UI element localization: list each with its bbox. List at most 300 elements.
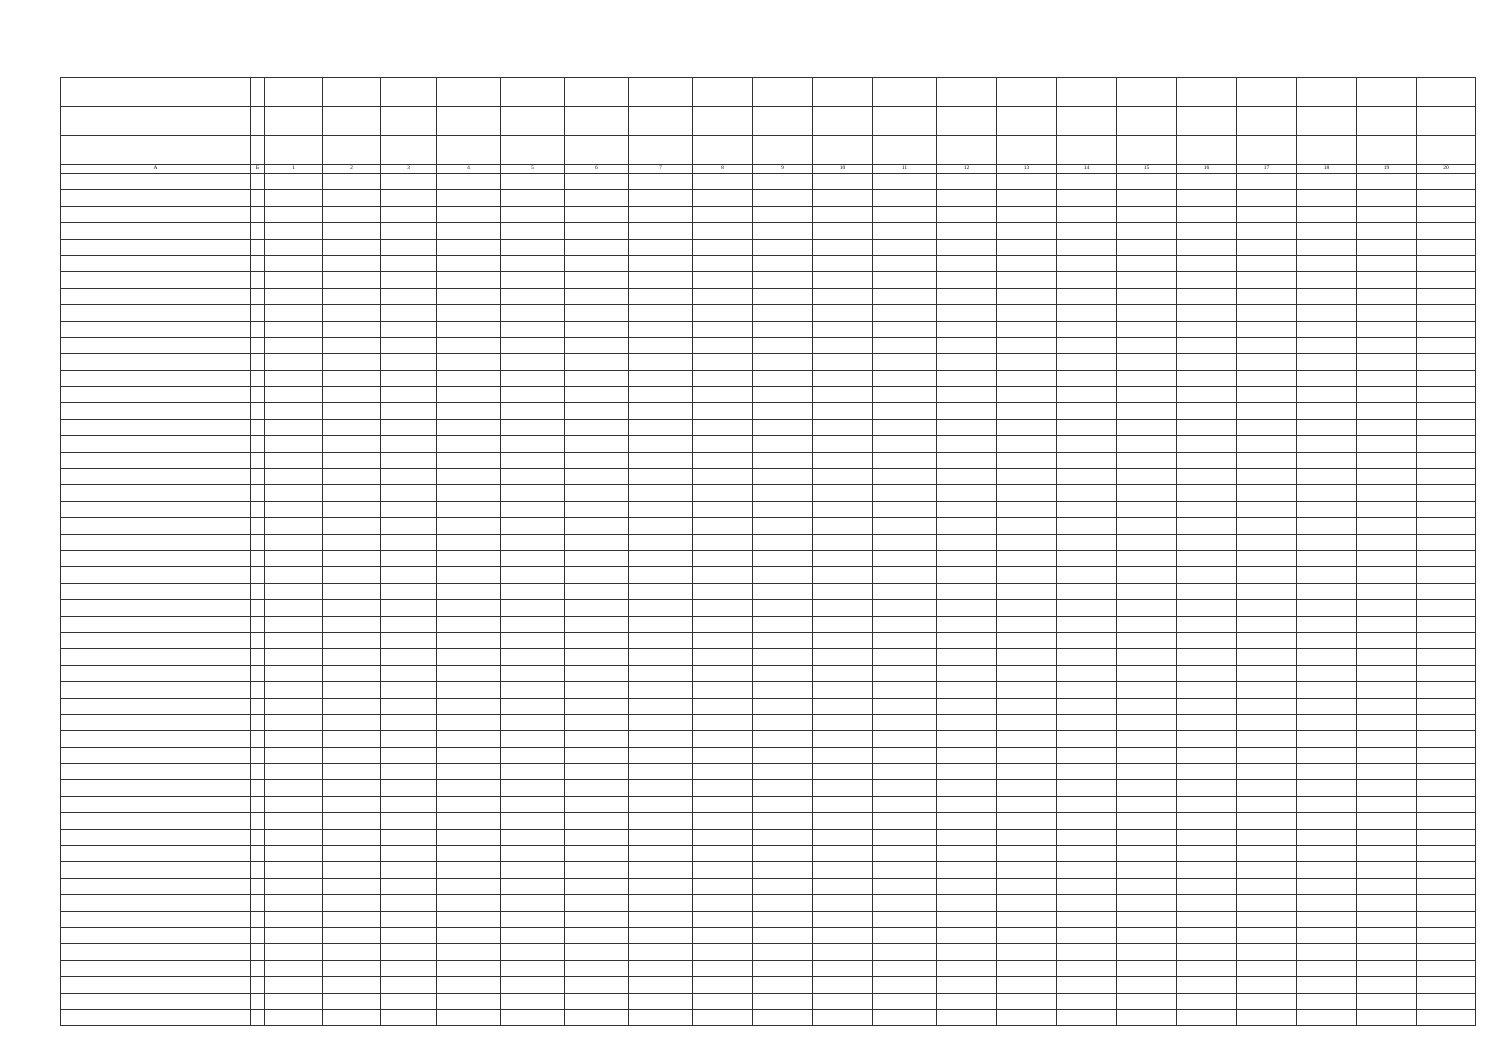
value-cell [693,321,753,337]
value-cell [565,911,629,927]
value-cell [873,829,937,845]
value-cell [323,862,381,878]
value-cell [1417,747,1476,763]
header-cell [251,78,265,107]
value-cell [813,321,873,337]
value-cell [1177,960,1237,976]
value-cell [1237,829,1297,845]
value-cell [753,993,813,1009]
value-cell [1237,600,1297,616]
value-cell [937,862,997,878]
value-cell [753,354,813,370]
value-cell [1297,239,1357,255]
value-cell [323,501,381,517]
row-label [61,206,251,222]
value-cell [323,469,381,485]
value-cell [1117,436,1177,452]
header-cell [753,107,813,136]
value-cell [501,1009,565,1025]
value-cell [997,960,1057,976]
value-cell [1297,960,1357,976]
value-cell [1177,288,1237,304]
row-label [61,255,251,271]
value-cell [381,632,437,648]
value-cell [1117,993,1177,1009]
value-cell [693,682,753,698]
value-cell [381,288,437,304]
table-row [61,1009,1476,1025]
value-cell [501,813,565,829]
header-cell [997,136,1057,165]
value-cell [937,813,997,829]
value-cell [565,1009,629,1025]
value-cell [753,223,813,239]
value-cell [381,780,437,796]
value-cell [1297,600,1357,616]
value-cell [997,698,1057,714]
value-cell [937,469,997,485]
value-cell [753,600,813,616]
value-cell [753,846,813,862]
value-cell [1297,272,1357,288]
value-cell [1117,714,1177,730]
value-cell [1057,534,1117,550]
value-cell [753,878,813,894]
value-cell [813,305,873,321]
value-cell [937,387,997,403]
value-cell [1297,829,1357,845]
value-cell [1057,370,1117,386]
value-cell [1417,567,1476,583]
value-cell [937,223,997,239]
value-cell [873,665,937,681]
value-cell [565,682,629,698]
row-label [61,829,251,845]
value-cell [381,583,437,599]
value-cell [1357,174,1417,190]
value-cell [1177,993,1237,1009]
value-cell [1357,829,1417,845]
value-cell [381,960,437,976]
row-code [251,829,265,845]
value-cell [565,436,629,452]
value-cell [1057,600,1117,616]
value-cell [753,616,813,632]
value-cell [1117,501,1177,517]
column-number: 6 [565,165,629,174]
value-cell [1357,550,1417,566]
value-cell [501,583,565,599]
value-cell [1177,255,1237,271]
value-cell [323,698,381,714]
value-cell [437,255,501,271]
value-cell [1297,714,1357,730]
row-code [251,534,265,550]
value-cell [693,305,753,321]
value-cell [1297,305,1357,321]
value-cell [437,419,501,435]
value-cell [1297,944,1357,960]
value-cell [1297,764,1357,780]
value-cell [1057,550,1117,566]
header-cell [61,136,251,165]
value-cell [693,567,753,583]
value-cell [873,813,937,829]
value-cell [1057,895,1117,911]
value-cell [997,403,1057,419]
row-code [251,977,265,993]
table-row [61,305,1476,321]
row-code [251,616,265,632]
value-cell [1237,223,1297,239]
value-cell [1057,321,1117,337]
value-cell [997,682,1057,698]
value-cell [1357,796,1417,812]
value-cell [265,796,323,812]
value-cell [1417,452,1476,468]
value-cell [381,370,437,386]
value-cell [629,583,693,599]
value-cell [1297,846,1357,862]
table-row [61,764,1476,780]
value-cell [501,731,565,747]
value-cell [1177,403,1237,419]
value-cell [265,272,323,288]
value-cell [1357,469,1417,485]
value-cell [501,829,565,845]
value-cell [1297,993,1357,1009]
value-cell [565,600,629,616]
value-cell [1057,501,1117,517]
value-cell [565,993,629,1009]
value-cell [693,895,753,911]
value-cell [265,255,323,271]
value-cell [937,206,997,222]
value-cell [937,485,997,501]
value-cell [501,977,565,993]
row-code [251,796,265,812]
value-cell [1057,878,1117,894]
value-cell [937,780,997,796]
header-row [61,107,1476,136]
value-cell [1177,846,1237,862]
value-cell [265,714,323,730]
row-code [251,698,265,714]
column-number: 8 [693,165,753,174]
header-cell [1117,107,1177,136]
row-label [61,403,251,419]
value-cell [1357,632,1417,648]
header-cell [629,78,693,107]
value-cell [1297,174,1357,190]
value-cell [1117,469,1177,485]
value-cell [997,747,1057,763]
value-cell [873,977,937,993]
row-label [61,649,251,665]
value-cell [693,813,753,829]
row-label [61,714,251,730]
value-cell [501,206,565,222]
table-row [61,600,1476,616]
row-label [61,305,251,321]
value-cell [1297,698,1357,714]
value-cell [565,698,629,714]
row-label [61,846,251,862]
value-cell [437,272,501,288]
row-label [61,485,251,501]
value-cell [1417,288,1476,304]
value-cell [265,288,323,304]
value-cell [1417,649,1476,665]
value-cell [565,501,629,517]
value-cell [1297,485,1357,501]
value-cell [1417,895,1476,911]
value-cell [1357,485,1417,501]
value-cell [1237,993,1297,1009]
header-cell [437,107,501,136]
value-cell [753,206,813,222]
header-cell [1057,78,1117,107]
table-row [61,911,1476,927]
value-cell [437,714,501,730]
value-cell [813,829,873,845]
value-cell [693,255,753,271]
value-cell [693,993,753,1009]
value-cell [693,665,753,681]
value-cell [1297,255,1357,271]
row-code [251,567,265,583]
row-code [251,370,265,386]
value-cell [565,780,629,796]
value-cell [813,747,873,763]
table-row [61,780,1476,796]
value-cell [1177,501,1237,517]
value-cell [873,698,937,714]
value-cell [1237,665,1297,681]
value-cell [381,616,437,632]
value-cell [501,878,565,894]
value-cell [813,534,873,550]
value-cell [937,501,997,517]
header-cell [1297,78,1357,107]
value-cell [937,616,997,632]
value-cell [753,895,813,911]
value-cell [997,469,1057,485]
value-cell [873,649,937,665]
value-cell [1057,911,1117,927]
value-cell [1357,255,1417,271]
column-number: 5 [501,165,565,174]
value-cell [1117,419,1177,435]
value-cell [1357,665,1417,681]
value-cell [629,796,693,812]
row-label [61,682,251,698]
value-cell [753,583,813,599]
value-cell [813,419,873,435]
value-cell [501,288,565,304]
value-cell [629,337,693,353]
value-cell [437,239,501,255]
value-cell [501,747,565,763]
value-cell [873,764,937,780]
value-cell [565,354,629,370]
table-row [61,206,1476,222]
value-cell [437,174,501,190]
value-cell [1357,321,1417,337]
value-cell [629,944,693,960]
row-code [251,731,265,747]
row-label [61,731,251,747]
row-code [251,255,265,271]
value-cell [813,878,873,894]
value-cell [1177,354,1237,370]
value-cell [997,796,1057,812]
value-cell [753,550,813,566]
value-cell [1057,665,1117,681]
value-cell [1357,190,1417,206]
value-cell [1057,354,1117,370]
header-cell [873,107,937,136]
value-cell [1357,600,1417,616]
value-cell [1177,911,1237,927]
value-cell [813,944,873,960]
value-cell [1297,518,1357,534]
value-cell [265,977,323,993]
value-cell [629,600,693,616]
table-row [61,862,1476,878]
row-label [61,977,251,993]
value-cell [501,403,565,419]
value-cell [693,600,753,616]
value-cell [629,321,693,337]
value-cell [501,518,565,534]
value-cell [1417,370,1476,386]
value-cell [997,1009,1057,1025]
value-cell [813,436,873,452]
value-cell [873,878,937,894]
value-cell [629,682,693,698]
value-cell [1117,337,1177,353]
value-cell [629,469,693,485]
value-cell [1297,550,1357,566]
value-cell [1417,239,1476,255]
value-cell [997,632,1057,648]
value-cell [1297,190,1357,206]
value-cell [873,567,937,583]
row-code [251,632,265,648]
value-cell [1357,518,1417,534]
value-cell [381,878,437,894]
value-cell [565,944,629,960]
value-cell [937,878,997,894]
value-cell [437,452,501,468]
table-row [61,485,1476,501]
value-cell [1177,747,1237,763]
value-cell [813,993,873,1009]
header-cell [501,136,565,165]
value-cell [501,698,565,714]
value-cell [873,780,937,796]
value-cell [501,550,565,566]
value-cell [381,846,437,862]
value-cell [997,436,1057,452]
value-cell [873,534,937,550]
column-number: А [61,165,251,174]
value-cell [1417,485,1476,501]
value-cell [565,895,629,911]
value-cell [1177,698,1237,714]
value-cell [265,649,323,665]
value-cell [265,1009,323,1025]
value-cell [997,354,1057,370]
row-label [61,550,251,566]
value-cell [873,305,937,321]
value-cell [997,223,1057,239]
value-cell [265,419,323,435]
table-row [61,731,1476,747]
value-cell [323,272,381,288]
value-cell [565,714,629,730]
value-cell [997,501,1057,517]
value-cell [1057,174,1117,190]
value-cell [1117,518,1177,534]
value-cell [1177,895,1237,911]
value-cell [1357,977,1417,993]
value-cell [1357,846,1417,862]
header-cell [265,136,323,165]
value-cell [381,813,437,829]
value-cell [381,927,437,943]
value-cell [1297,436,1357,452]
value-cell [1417,419,1476,435]
value-cell [1177,321,1237,337]
value-cell [565,403,629,419]
value-cell [997,190,1057,206]
table-row [61,583,1476,599]
row-code [251,321,265,337]
value-cell [381,321,437,337]
value-cell [629,567,693,583]
value-cell [1117,846,1177,862]
value-cell [937,895,997,911]
value-cell [1177,1009,1237,1025]
value-cell [1117,600,1177,616]
value-cell [1117,911,1177,927]
row-label [61,698,251,714]
column-number: 20 [1417,165,1476,174]
value-cell [1177,337,1237,353]
value-cell [937,174,997,190]
row-code [251,747,265,763]
column-number: 1 [265,165,323,174]
value-cell [997,419,1057,435]
row-code [251,600,265,616]
value-cell [1057,714,1117,730]
header-cell [381,78,437,107]
value-cell [265,239,323,255]
value-cell [381,600,437,616]
value-cell [1177,731,1237,747]
value-cell [565,813,629,829]
value-cell [1117,288,1177,304]
value-cell [437,780,501,796]
value-cell [501,567,565,583]
value-cell [565,764,629,780]
row-label [61,419,251,435]
value-cell [1357,436,1417,452]
table-row [61,223,1476,239]
value-cell [1177,665,1237,681]
